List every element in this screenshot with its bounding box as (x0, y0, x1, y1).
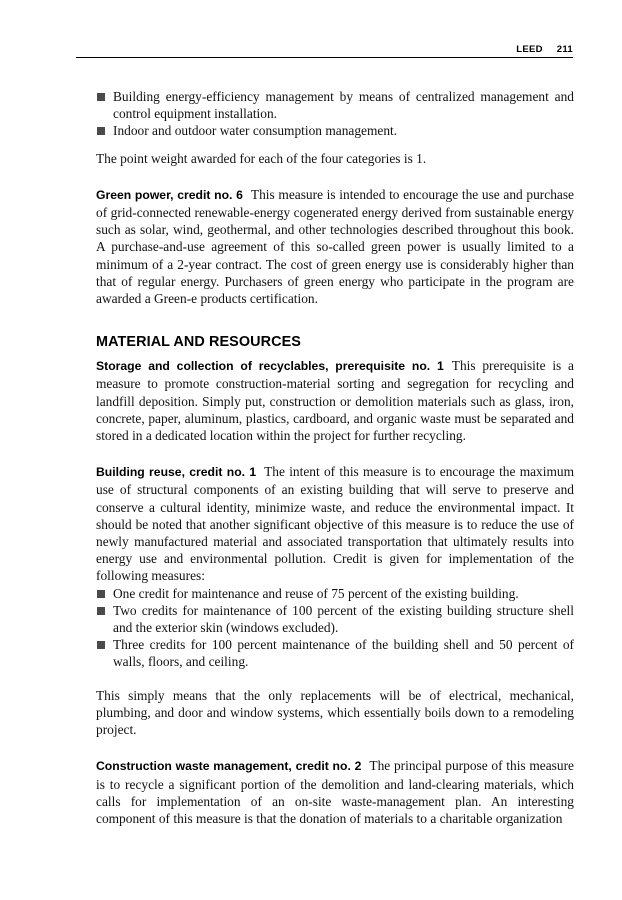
storage-text: This prerequisite is a measure to promote construction-material sorting and segregation for recycling and landfill deposition. Simply put, construction or demolition materials such as glass, iron, concrete, paper, aluminum, plastics, cardboard, and organic waste must be separated and stored in a dedicated location within the project for further recycling. (96, 358, 574, 444)
green-power-heading: Green power, credit no. 6 (96, 187, 243, 202)
running-head (76, 44, 573, 55)
construction-waste-paragraph (96, 757, 574, 827)
storage-heading: Storage and collection of recyclables, prerequisite no. 1 (96, 359, 444, 374)
top-bullet-list (96, 88, 574, 140)
list-item: Three credits for 100 percent maintenance of the building shell and 50 percent of walls, floors, and ceiling. (96, 636, 574, 670)
storage-paragraph (96, 357, 574, 444)
page-body (96, 88, 574, 827)
green-power-text: This measure is intended to encourage the use and purchase of grid-connected renewable-energy cogenerated energy derived from sustainable energy such as solar, wind, geothermal, and other technologies described throughout this book. A purchase-and-use agreement of this so-called green power is usually limited to a minimum of a 2-year contract. The cost of green energy use is considerably higher than that of regular energy. Purchasers of green energy who participate in the program are awarded a Green-e products certification. (96, 186, 574, 307)
header-rule (76, 57, 573, 58)
building-reuse-paragraph (96, 463, 574, 584)
list-item: Two credits for maintenance of 100 percent of the existing building structure shell and the exterior skin (windows excluded). (96, 602, 574, 636)
construction-waste-heading: Construction waste management, credit no. 2 (96, 759, 362, 774)
building-reuse-text: The intent of this measure is to encourage the maximum use of structural components of an existing building that will serve to preserve and conserve a cultural identity, minimize waste, and reduce the environmental impact. It should be noted that another significant objective of this measure is to reduce the use of newly manufactured material and associated transportation that ultimately results into energy use and environmental pollution. Credit is given for implementation of the following measures: (96, 464, 574, 584)
construction-waste-text: The principal purpose of this measure is to recycle a significant portion of the demolition and land-clearing materials, which calls for implementation of an on-site waste-management plan. An interesting component of this measure is that the donation of materials to a charitable organization (96, 758, 574, 826)
replacements-paragraph: This simply means that the only replacements will be of electrical, mechanical, plumbing, and door and window systems, which essentially boils down to a remodeling project. (96, 687, 574, 738)
building-reuse-heading: Building reuse, credit no. 1 (96, 465, 257, 480)
section-title: MATERIAL AND RESOURCES (96, 334, 302, 351)
green-power-paragraph (96, 186, 574, 307)
page-number: 211 (556, 44, 573, 55)
list-item: One credit for maintenance and reuse of 75 percent of the existing building. (96, 585, 574, 602)
running-title: LEED (516, 44, 543, 55)
point-weight-paragraph: The point weight awarded for each of the four categories is 1. (96, 150, 427, 166)
list-item: Indoor and outdoor water consumption management. (96, 122, 574, 139)
reuse-bullet-list (96, 585, 574, 671)
list-item: Building energy-efficiency management by means of centralized management and control equipment installation. (96, 88, 574, 122)
